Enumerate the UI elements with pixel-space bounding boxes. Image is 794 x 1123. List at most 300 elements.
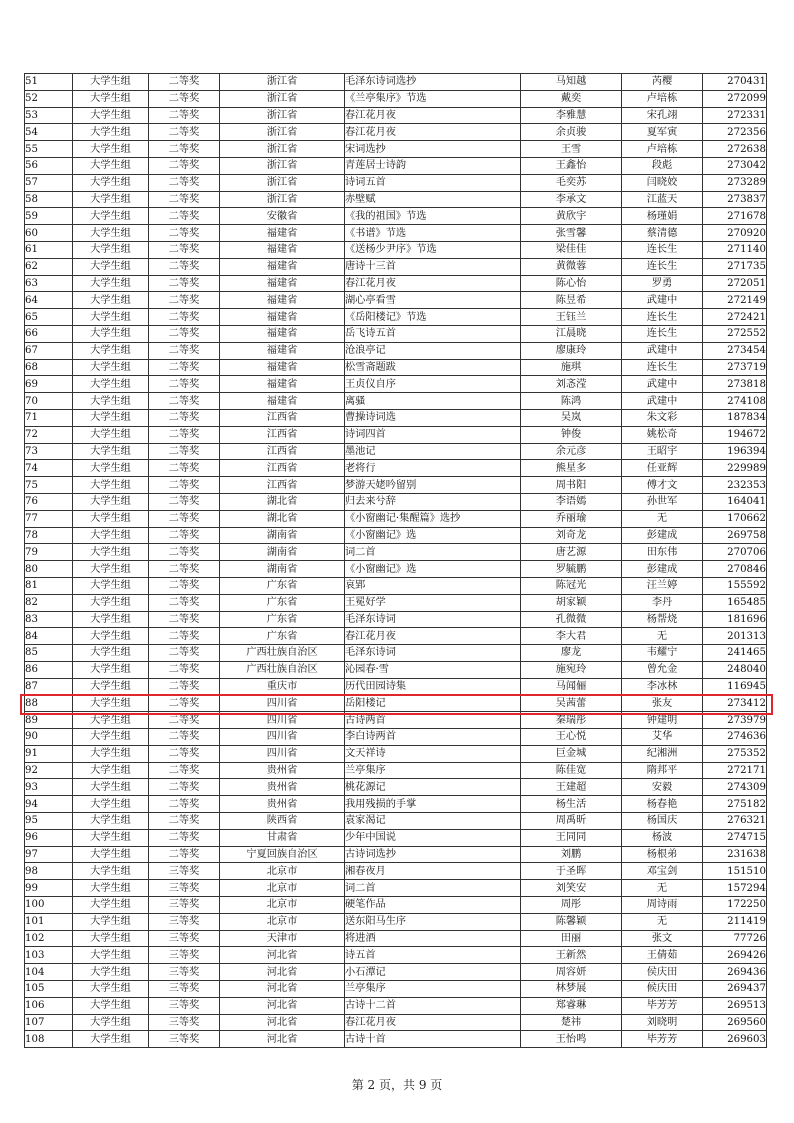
author-cell: 吴茜蕾 bbox=[521, 695, 622, 712]
author-cell: 陈昱希 bbox=[521, 292, 622, 309]
row-number: 85 bbox=[25, 645, 73, 662]
province-cell: 湖北省 bbox=[220, 510, 345, 527]
teacher-cell: 隋邦平 bbox=[622, 762, 703, 779]
award-cell: 二等奖 bbox=[149, 157, 220, 174]
row-number: 102 bbox=[25, 930, 73, 947]
work-title-cell: 《小窗幽记·集醒篇》选抄 bbox=[345, 510, 521, 527]
work-title-cell: 毛泽东诗词 bbox=[345, 645, 521, 662]
results-rows bbox=[25, 74, 767, 1048]
province-cell: 天津市 bbox=[220, 930, 345, 947]
author-cell: 熊星多 bbox=[521, 460, 622, 477]
table-row bbox=[25, 897, 767, 914]
table-row bbox=[25, 376, 767, 393]
author-cell: 廖龙 bbox=[521, 645, 622, 662]
id-cell: 269603 bbox=[703, 1031, 767, 1048]
province-cell: 四川省 bbox=[220, 729, 345, 746]
author-cell: 郑睿琳 bbox=[521, 997, 622, 1014]
work-title-cell: 曹操诗词选 bbox=[345, 409, 521, 426]
work-title-cell: 松雪斋题跋 bbox=[345, 359, 521, 376]
table-row bbox=[25, 661, 767, 678]
award-cell: 三等奖 bbox=[149, 981, 220, 998]
group-cell: 大学生组 bbox=[73, 779, 149, 796]
id-cell: 269437 bbox=[703, 981, 767, 998]
work-title-cell: 赤壁赋 bbox=[345, 191, 521, 208]
author-cell: 施琪 bbox=[521, 359, 622, 376]
group-cell: 大学生组 bbox=[73, 796, 149, 813]
id-cell: 201313 bbox=[703, 628, 767, 645]
award-cell: 二等奖 bbox=[149, 393, 220, 410]
group-cell: 大学生组 bbox=[73, 141, 149, 158]
table-row bbox=[25, 107, 767, 124]
award-cell: 二等奖 bbox=[149, 258, 220, 275]
row-number: 57 bbox=[25, 174, 73, 191]
table-row bbox=[25, 510, 767, 527]
row-number: 95 bbox=[25, 813, 73, 830]
province-cell: 安徽省 bbox=[220, 208, 345, 225]
id-cell: 273454 bbox=[703, 342, 767, 359]
id-cell: 151510 bbox=[703, 863, 767, 880]
award-cell: 二等奖 bbox=[149, 124, 220, 141]
author-cell: 王怡鸣 bbox=[521, 1031, 622, 1048]
province-cell: 浙江省 bbox=[220, 191, 345, 208]
award-cell: 二等奖 bbox=[149, 74, 220, 91]
work-title-cell: 《书谱》节选 bbox=[345, 225, 521, 242]
row-number: 88 bbox=[25, 695, 73, 712]
row-number: 106 bbox=[25, 997, 73, 1014]
group-cell: 大学生组 bbox=[73, 460, 149, 477]
group-cell: 大学生组 bbox=[73, 880, 149, 897]
award-cell: 二等奖 bbox=[149, 309, 220, 326]
work-title-cell: 少年中国说 bbox=[345, 829, 521, 846]
group-cell: 大学生组 bbox=[73, 477, 149, 494]
row-number: 53 bbox=[25, 107, 73, 124]
award-cell: 二等奖 bbox=[149, 325, 220, 342]
table-row bbox=[25, 292, 767, 309]
table-row bbox=[25, 846, 767, 863]
row-number: 68 bbox=[25, 359, 73, 376]
teacher-cell: 纪湘洲 bbox=[622, 745, 703, 762]
teacher-cell: 卢培栋 bbox=[622, 90, 703, 107]
table-row bbox=[25, 174, 767, 191]
row-number: 71 bbox=[25, 409, 73, 426]
row-number: 66 bbox=[25, 325, 73, 342]
group-cell: 大学生组 bbox=[73, 241, 149, 258]
id-cell: 269758 bbox=[703, 527, 767, 544]
award-cell: 二等奖 bbox=[149, 561, 220, 578]
province-cell: 河北省 bbox=[220, 1014, 345, 1031]
id-cell: 231638 bbox=[703, 846, 767, 863]
row-number: 86 bbox=[25, 661, 73, 678]
teacher-cell: 无 bbox=[622, 880, 703, 897]
author-cell: 黄微蓉 bbox=[521, 258, 622, 275]
award-cell: 二等奖 bbox=[149, 426, 220, 443]
table-row bbox=[25, 729, 767, 746]
author-cell: 钟俊 bbox=[521, 426, 622, 443]
row-number: 52 bbox=[25, 90, 73, 107]
work-title-cell: 词二首 bbox=[345, 880, 521, 897]
group-cell: 大学生组 bbox=[73, 1031, 149, 1048]
id-cell: 194672 bbox=[703, 426, 767, 443]
work-title-cell: 春江花月夜 bbox=[345, 275, 521, 292]
group-cell: 大学生组 bbox=[73, 829, 149, 846]
id-cell: 274108 bbox=[703, 393, 767, 410]
table-row bbox=[25, 577, 767, 594]
teacher-cell: 连长生 bbox=[622, 241, 703, 258]
province-cell: 浙江省 bbox=[220, 141, 345, 158]
row-number: 89 bbox=[25, 712, 73, 729]
table-row bbox=[25, 225, 767, 242]
id-cell: 170662 bbox=[703, 510, 767, 527]
row-number: 75 bbox=[25, 477, 73, 494]
province-cell: 江西省 bbox=[220, 409, 345, 426]
work-title-cell: 湘春夜月 bbox=[345, 863, 521, 880]
table-row bbox=[25, 628, 767, 645]
province-cell: 广东省 bbox=[220, 594, 345, 611]
province-cell: 北京市 bbox=[220, 897, 345, 914]
province-cell: 福建省 bbox=[220, 241, 345, 258]
table-row bbox=[25, 460, 767, 477]
award-cell: 二等奖 bbox=[149, 645, 220, 662]
row-number: 108 bbox=[25, 1031, 73, 1048]
id-cell: 77726 bbox=[703, 930, 767, 947]
id-cell: 270431 bbox=[703, 74, 767, 91]
work-title-cell: 将进酒 bbox=[345, 930, 521, 947]
row-number: 79 bbox=[25, 544, 73, 561]
teacher-cell: 宋孔翊 bbox=[622, 107, 703, 124]
id-cell: 269436 bbox=[703, 964, 767, 981]
author-cell: 毛奕苏 bbox=[521, 174, 622, 191]
province-cell: 福建省 bbox=[220, 393, 345, 410]
work-title-cell: 春江花月夜 bbox=[345, 124, 521, 141]
award-cell: 二等奖 bbox=[149, 174, 220, 191]
teacher-cell: 傅才文 bbox=[622, 477, 703, 494]
teacher-cell: 韦耀宁 bbox=[622, 645, 703, 662]
group-cell: 大学生组 bbox=[73, 678, 149, 695]
author-cell: 刘忞滢 bbox=[521, 376, 622, 393]
work-title-cell: 兰亭集序 bbox=[345, 981, 521, 998]
author-cell: 杨生活 bbox=[521, 796, 622, 813]
province-cell: 福建省 bbox=[220, 225, 345, 242]
table-row bbox=[25, 880, 767, 897]
teacher-cell: 武建中 bbox=[622, 376, 703, 393]
group-cell: 大学生组 bbox=[73, 544, 149, 561]
row-number: 65 bbox=[25, 309, 73, 326]
teacher-cell: 连长生 bbox=[622, 258, 703, 275]
teacher-cell: 周诗雨 bbox=[622, 897, 703, 914]
id-cell: 272552 bbox=[703, 325, 767, 342]
province-cell: 陕西省 bbox=[220, 813, 345, 830]
row-number: 83 bbox=[25, 611, 73, 628]
group-cell: 大学生组 bbox=[73, 376, 149, 393]
group-cell: 大学生组 bbox=[73, 443, 149, 460]
group-cell: 大学生组 bbox=[73, 1014, 149, 1031]
award-cell: 二等奖 bbox=[149, 594, 220, 611]
province-cell: 福建省 bbox=[220, 309, 345, 326]
work-title-cell: 青莲居士诗韵 bbox=[345, 157, 521, 174]
table-row bbox=[25, 796, 767, 813]
author-cell: 林梦展 bbox=[521, 981, 622, 998]
work-title-cell: 宋词选抄 bbox=[345, 141, 521, 158]
province-cell: 江西省 bbox=[220, 477, 345, 494]
group-cell: 大学生组 bbox=[73, 594, 149, 611]
work-title-cell: 《岳阳楼记》节选 bbox=[345, 309, 521, 326]
id-cell: 274715 bbox=[703, 829, 767, 846]
teacher-cell: 李丹 bbox=[622, 594, 703, 611]
group-cell: 大学生组 bbox=[73, 292, 149, 309]
group-cell: 大学生组 bbox=[73, 695, 149, 712]
author-cell: 秦瑞彤 bbox=[521, 712, 622, 729]
row-number: 94 bbox=[25, 796, 73, 813]
group-cell: 大学生组 bbox=[73, 729, 149, 746]
table-row bbox=[25, 157, 767, 174]
work-title-cell: 古诗十二首 bbox=[345, 997, 521, 1014]
author-cell: 戴奕 bbox=[521, 90, 622, 107]
row-number: 62 bbox=[25, 258, 73, 275]
author-cell: 廖康玲 bbox=[521, 342, 622, 359]
author-cell: 胡家颖 bbox=[521, 594, 622, 611]
award-cell: 二等奖 bbox=[149, 376, 220, 393]
award-cell: 三等奖 bbox=[149, 863, 220, 880]
award-cell: 二等奖 bbox=[149, 577, 220, 594]
province-cell: 江西省 bbox=[220, 426, 345, 443]
table-row bbox=[25, 611, 767, 628]
author-cell: 王新然 bbox=[521, 947, 622, 964]
province-cell: 福建省 bbox=[220, 359, 345, 376]
award-cell: 二等奖 bbox=[149, 141, 220, 158]
author-cell: 刘奇龙 bbox=[521, 527, 622, 544]
teacher-cell: 无 bbox=[622, 913, 703, 930]
id-cell: 275352 bbox=[703, 745, 767, 762]
teacher-cell: 张文 bbox=[622, 930, 703, 947]
work-title-cell: 墨池记 bbox=[345, 443, 521, 460]
row-number: 97 bbox=[25, 846, 73, 863]
group-cell: 大学生组 bbox=[73, 258, 149, 275]
award-cell: 二等奖 bbox=[149, 241, 220, 258]
author-cell: 王心悦 bbox=[521, 729, 622, 746]
award-cell: 二等奖 bbox=[149, 678, 220, 695]
row-number: 55 bbox=[25, 141, 73, 158]
id-cell: 232353 bbox=[703, 477, 767, 494]
table-row bbox=[25, 409, 767, 426]
award-cell: 二等奖 bbox=[149, 225, 220, 242]
work-title-cell: 小石潭记 bbox=[345, 964, 521, 981]
work-title-cell: 归去来兮辞 bbox=[345, 493, 521, 510]
province-cell: 湖南省 bbox=[220, 544, 345, 561]
teacher-cell: 毕芳芳 bbox=[622, 1031, 703, 1048]
teacher-cell: 孙世军 bbox=[622, 493, 703, 510]
teacher-cell: 杨春艳 bbox=[622, 796, 703, 813]
award-cell: 二等奖 bbox=[149, 275, 220, 292]
row-number: 96 bbox=[25, 829, 73, 846]
work-title-cell: 古诗词选抄 bbox=[345, 846, 521, 863]
author-cell: 陈佳宽 bbox=[521, 762, 622, 779]
province-cell: 福建省 bbox=[220, 275, 345, 292]
row-number: 58 bbox=[25, 191, 73, 208]
group-cell: 大学生组 bbox=[73, 981, 149, 998]
teacher-cell: 侯庆田 bbox=[622, 964, 703, 981]
id-cell: 275182 bbox=[703, 796, 767, 813]
province-cell: 浙江省 bbox=[220, 90, 345, 107]
table-row bbox=[25, 426, 767, 443]
group-cell: 大学生组 bbox=[73, 157, 149, 174]
award-cell: 三等奖 bbox=[149, 880, 220, 897]
work-title-cell: 王贞仪自序 bbox=[345, 376, 521, 393]
author-cell: 陈鸿 bbox=[521, 393, 622, 410]
group-cell: 大学生组 bbox=[73, 661, 149, 678]
work-title-cell: 王冕好学 bbox=[345, 594, 521, 611]
province-cell: 广西壮族自治区 bbox=[220, 645, 345, 662]
teacher-cell: 姚松奇 bbox=[622, 426, 703, 443]
province-cell: 河北省 bbox=[220, 964, 345, 981]
work-title-cell: 桃花源记 bbox=[345, 779, 521, 796]
province-cell: 福建省 bbox=[220, 376, 345, 393]
award-cell: 二等奖 bbox=[149, 477, 220, 494]
teacher-cell: 艾华 bbox=[622, 729, 703, 746]
province-cell: 河北省 bbox=[220, 981, 345, 998]
teacher-cell: 罗勇 bbox=[622, 275, 703, 292]
group-cell: 大学生组 bbox=[73, 191, 149, 208]
award-cell: 二等奖 bbox=[149, 208, 220, 225]
id-cell: 272638 bbox=[703, 141, 767, 158]
work-title-cell: 唐诗十三首 bbox=[345, 258, 521, 275]
work-title-cell: 岳飞诗五首 bbox=[345, 325, 521, 342]
author-cell: 王钰兰 bbox=[521, 309, 622, 326]
teacher-cell: 朱文彩 bbox=[622, 409, 703, 426]
table-row bbox=[25, 342, 767, 359]
group-cell: 大学生组 bbox=[73, 409, 149, 426]
group-cell: 大学生组 bbox=[73, 561, 149, 578]
id-cell: 269560 bbox=[703, 1014, 767, 1031]
author-cell: 乔丽瑜 bbox=[521, 510, 622, 527]
teacher-cell: 武建中 bbox=[622, 393, 703, 410]
province-cell: 河北省 bbox=[220, 1031, 345, 1048]
work-title-cell: 《兰亭集序》节选 bbox=[345, 90, 521, 107]
group-cell: 大学生组 bbox=[73, 964, 149, 981]
province-cell: 江西省 bbox=[220, 443, 345, 460]
author-cell: 周禹昕 bbox=[521, 813, 622, 830]
row-number: 72 bbox=[25, 426, 73, 443]
table-row bbox=[25, 930, 767, 947]
row-number: 107 bbox=[25, 1014, 73, 1031]
award-cell: 二等奖 bbox=[149, 359, 220, 376]
table-row bbox=[25, 947, 767, 964]
teacher-cell: 张友 bbox=[622, 695, 703, 712]
province-cell: 河北省 bbox=[220, 997, 345, 1014]
teacher-cell: 汪兰婷 bbox=[622, 577, 703, 594]
province-cell: 甘肃省 bbox=[220, 829, 345, 846]
teacher-cell: 杨国庆 bbox=[622, 813, 703, 830]
group-cell: 大学生组 bbox=[73, 947, 149, 964]
author-cell: 马闻俪 bbox=[521, 678, 622, 695]
teacher-cell: 无 bbox=[622, 510, 703, 527]
work-title-cell: 《小窗幽记》选 bbox=[345, 527, 521, 544]
row-number: 80 bbox=[25, 561, 73, 578]
award-cell: 二等奖 bbox=[149, 712, 220, 729]
work-title-cell: 文天祥诗 bbox=[345, 745, 521, 762]
province-cell: 浙江省 bbox=[220, 74, 345, 91]
province-cell: 广东省 bbox=[220, 611, 345, 628]
province-cell: 湖北省 bbox=[220, 493, 345, 510]
id-cell: 273289 bbox=[703, 174, 767, 191]
award-cell: 二等奖 bbox=[149, 342, 220, 359]
award-cell: 二等奖 bbox=[149, 762, 220, 779]
work-title-cell: 我用残损的手掌 bbox=[345, 796, 521, 813]
id-cell: 274309 bbox=[703, 779, 767, 796]
group-cell: 大学生组 bbox=[73, 645, 149, 662]
award-cell: 二等奖 bbox=[149, 628, 220, 645]
group-cell: 大学生组 bbox=[73, 426, 149, 443]
id-cell: 270920 bbox=[703, 225, 767, 242]
teacher-cell: 杨根弟 bbox=[622, 846, 703, 863]
group-cell: 大学生组 bbox=[73, 225, 149, 242]
author-cell: 施宛玲 bbox=[521, 661, 622, 678]
work-title-cell: 诗词五首 bbox=[345, 174, 521, 191]
group-cell: 大学生组 bbox=[73, 174, 149, 191]
award-cell: 二等奖 bbox=[149, 813, 220, 830]
award-cell: 二等奖 bbox=[149, 661, 220, 678]
author-cell: 陈馨颖 bbox=[521, 913, 622, 930]
teacher-cell: 任亚辉 bbox=[622, 460, 703, 477]
teacher-cell: 段彪 bbox=[622, 157, 703, 174]
work-title-cell: 历代田园诗集 bbox=[345, 678, 521, 695]
id-cell: 273818 bbox=[703, 376, 767, 393]
table-row bbox=[25, 813, 767, 830]
award-cell: 二等奖 bbox=[149, 409, 220, 426]
province-cell: 广东省 bbox=[220, 577, 345, 594]
work-title-cell: 岳阳楼记 bbox=[345, 695, 521, 712]
author-cell: 李承文 bbox=[521, 191, 622, 208]
table-row bbox=[25, 325, 767, 342]
id-cell: 271678 bbox=[703, 208, 767, 225]
table-row bbox=[25, 241, 767, 258]
award-cell: 二等奖 bbox=[149, 544, 220, 561]
row-number: 59 bbox=[25, 208, 73, 225]
province-cell: 北京市 bbox=[220, 863, 345, 880]
row-number: 73 bbox=[25, 443, 73, 460]
work-title-cell: 梦游天姥吟留别 bbox=[345, 477, 521, 494]
work-title-cell: 沁园春·雪 bbox=[345, 661, 521, 678]
table-row bbox=[25, 208, 767, 225]
group-cell: 大学生组 bbox=[73, 325, 149, 342]
work-title-cell: 词二首 bbox=[345, 544, 521, 561]
province-cell: 福建省 bbox=[220, 258, 345, 275]
table-row bbox=[25, 544, 767, 561]
author-cell: 张雪馨 bbox=[521, 225, 622, 242]
table-row bbox=[25, 745, 767, 762]
work-title-cell: 李白诗两首 bbox=[345, 729, 521, 746]
table-row bbox=[25, 258, 767, 275]
id-cell: 269513 bbox=[703, 997, 767, 1014]
author-cell: 余贞骏 bbox=[521, 124, 622, 141]
teacher-cell: 武建中 bbox=[622, 292, 703, 309]
row-number: 100 bbox=[25, 897, 73, 914]
author-cell: 楚祎 bbox=[521, 1014, 622, 1031]
province-cell: 四川省 bbox=[220, 745, 345, 762]
group-cell: 大学生组 bbox=[73, 359, 149, 376]
row-number: 87 bbox=[25, 678, 73, 695]
province-cell: 贵州省 bbox=[220, 779, 345, 796]
award-cell: 三等奖 bbox=[149, 1031, 220, 1048]
province-cell: 四川省 bbox=[220, 712, 345, 729]
author-cell: 李语嫣 bbox=[521, 493, 622, 510]
row-number: 54 bbox=[25, 124, 73, 141]
author-cell: 刘笑安 bbox=[521, 880, 622, 897]
teacher-cell: 杨瑾娟 bbox=[622, 208, 703, 225]
work-title-cell: 哀郢 bbox=[345, 577, 521, 594]
table-row bbox=[25, 561, 767, 578]
id-cell: 269426 bbox=[703, 947, 767, 964]
results-table bbox=[24, 73, 767, 1048]
